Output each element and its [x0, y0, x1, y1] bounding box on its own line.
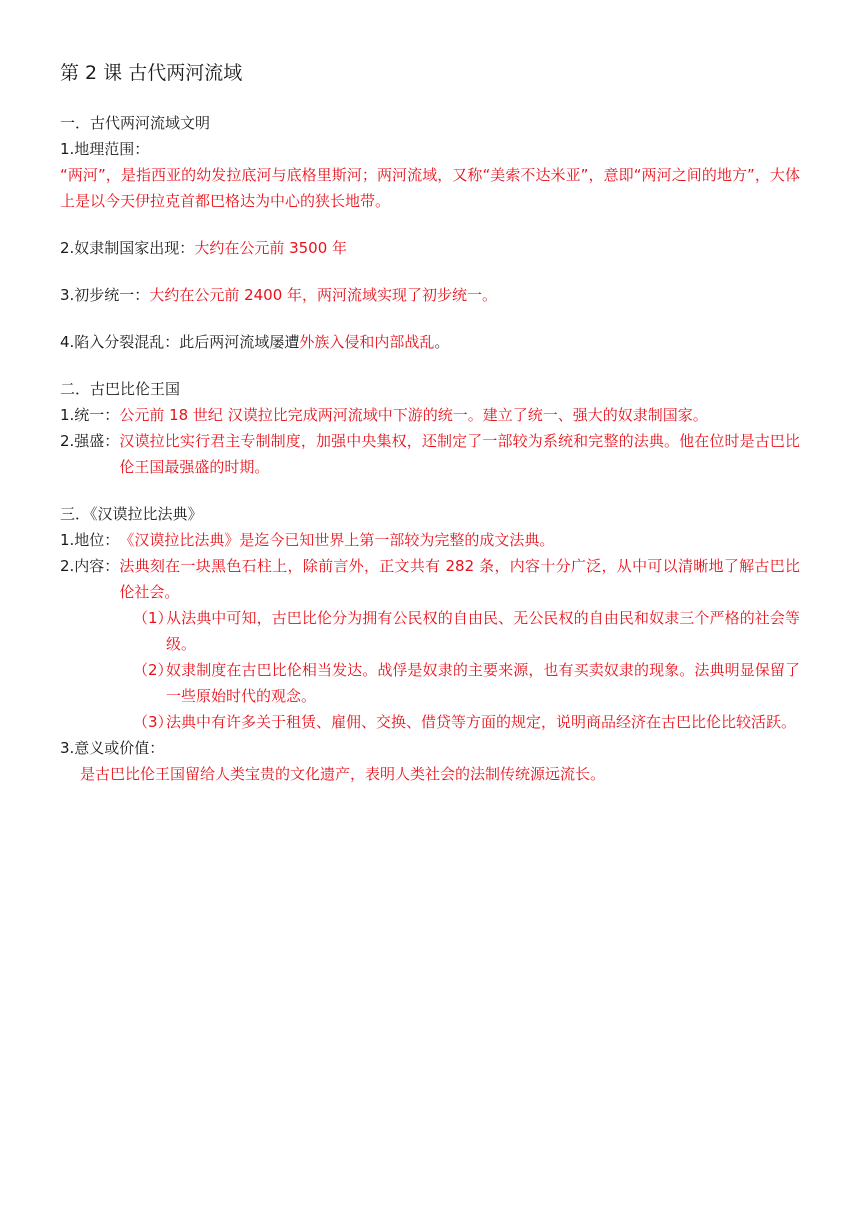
state-text: 大约在公元前 3500 年 — [194, 239, 348, 257]
point-number: （3） — [133, 713, 173, 731]
code-content-text: 法典刻在一块黑色石柱上，除前言外，正文共有 282 条，内容十分广泛，从中可以清晰地了解古巴比伦社会。 — [119, 557, 800, 601]
list-item — [133, 605, 800, 657]
geo-text: “两河”，是指西亚的幼发拉底河与底格里斯河；两河流域，又称“美索不达米亚”，意即“两河之间的地方”，大体上是以今天伊拉克首都巴格达为中心的狭长地带。 — [60, 166, 800, 210]
code-status-label: 1.地位： — [60, 531, 120, 549]
code-status-text: 《汉谟拉比法典》是迄今已知世界上第一部较为完整的成文法典。 — [119, 531, 555, 549]
babylon-strong-text: 汉谟拉比实行君主专制制度，加强中央集权，还制定了一部较为系统和完整的法典。他在位时是古巴比伦王国最强盛的时期。 — [119, 432, 800, 476]
state-label: 2.奴隶制国家出现： — [60, 239, 195, 257]
meaning-label: 3.意义或价值： — [60, 739, 165, 757]
split-line — [60, 329, 800, 355]
code-content-item — [60, 553, 800, 605]
point-number: （1） — [133, 609, 173, 627]
babylon-unify-item — [60, 402, 800, 428]
point-text: 法典中有许多关于租赁、雇佣、交换、借贷等方面的规定，说明商品经济在古巴比伦比较活跃。 — [166, 713, 797, 731]
list-item — [133, 709, 800, 735]
code-points-list — [60, 605, 800, 735]
split-end: 。 — [434, 333, 450, 351]
section-1-heading: 一．古代两河流域文明 — [60, 114, 211, 132]
unify-label: 3.初步统一： — [60, 286, 150, 304]
code-content-label: 2.内容： — [60, 557, 120, 575]
point-text: 从法典中可知，古巴比伦分为拥有公民权的自由民、无公民权的自由民和奴隶三个严格的社会等级。 — [166, 609, 800, 653]
state-line — [60, 235, 800, 261]
point-text: 奴隶制度在古巴比伦相当发达。战俘是奴隶的主要来源，也有买卖奴隶的现象。法典明显保留了一些原始时代的观念。 — [166, 661, 800, 705]
list-item — [133, 657, 800, 709]
geo-label: 1.地理范围： — [60, 140, 150, 158]
babylon-strong-item — [60, 428, 800, 480]
babylon-unify-text: 公元前 18 世纪 汉谟拉比完成两河流域中下游的统一。建立了统一、强大的奴隶制国家。 — [119, 406, 708, 424]
section-2-heading: 二．古巴比伦王国 — [60, 380, 181, 398]
section-3-heading: 三．《汉谟拉比法典》 — [60, 505, 203, 523]
babylon-strong-label: 2.强盛： — [60, 432, 120, 450]
code-status-item — [60, 527, 800, 553]
split-label: 4.陷入分裂混乱：此后两河流域屡遭 — [60, 333, 300, 351]
babylon-unify-label: 1.统一： — [60, 406, 120, 424]
unify-text: 大约在公元前 2400 年，两河流域实现了初步统一。 — [149, 286, 498, 304]
lesson-title: 第 2 课 古代两河流域 — [60, 62, 243, 84]
meaning-text: 是古巴比伦王国留给人类宝贵的文化遗产，表明人类社会的法制传统源远流长。 — [80, 765, 606, 783]
document-page — [60, 58, 800, 787]
split-text: 外族入侵和内部战乱 — [299, 333, 435, 351]
point-number: （2） — [133, 661, 173, 679]
unify-line — [60, 282, 800, 308]
